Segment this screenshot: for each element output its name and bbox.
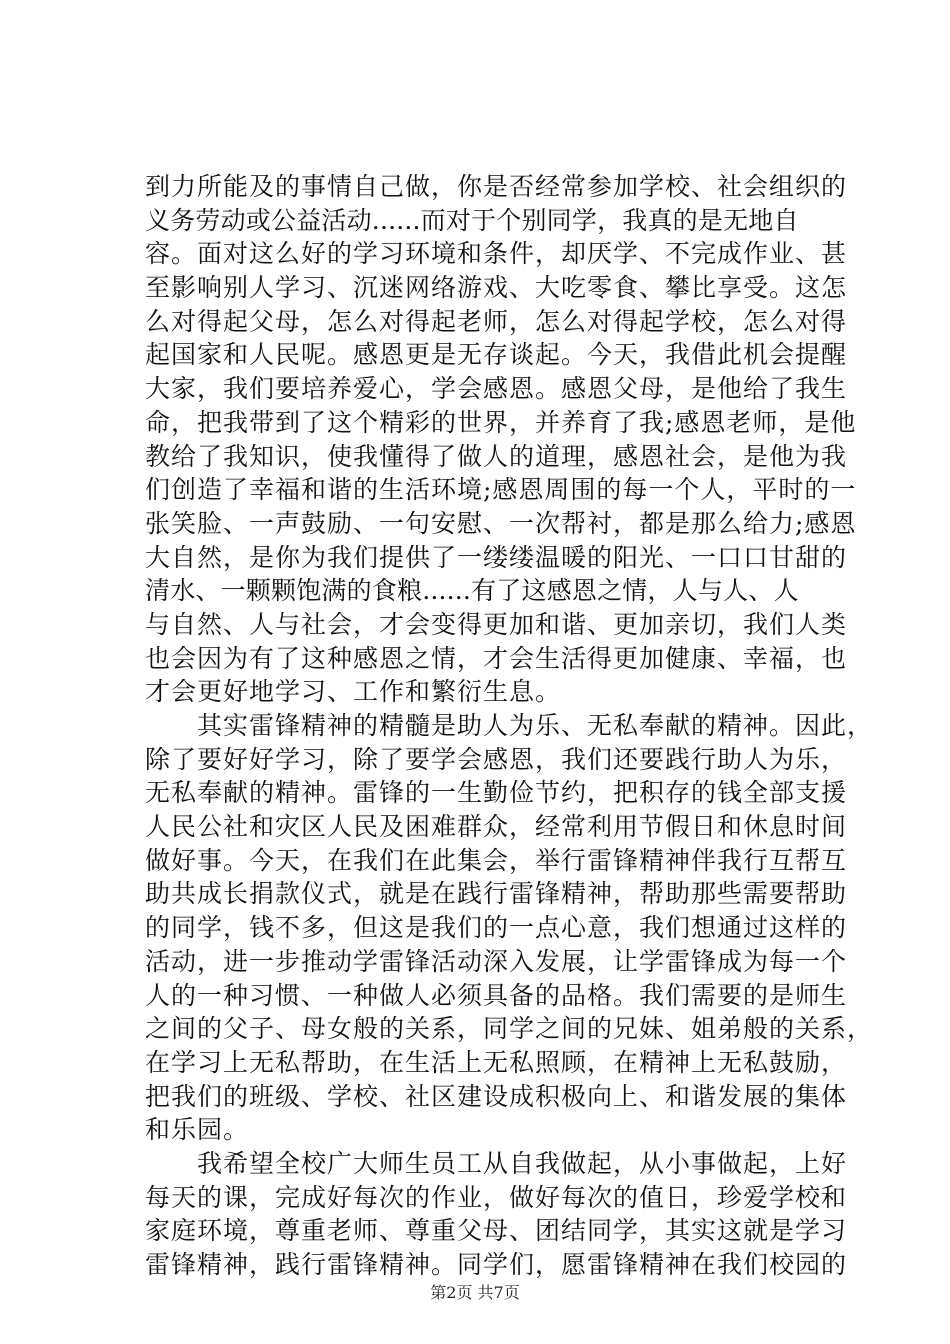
text-line: 除了要好好学习，除了要学会感恩，我们还要践行助人为乐， <box>145 744 848 774</box>
text-line: 与自然、人与社会，才会变得更加和谐、更加亲切，我们人类 <box>145 609 848 639</box>
text-line: 的同学，钱不多，但这是我们的一点心意，我们想通过这样的 <box>145 913 848 943</box>
text-line: 我希望全校广大师生员工从自我做起，从小事做起，上好 <box>145 1148 848 1178</box>
text-line: 到力所能及的事情自己做，你是否经常参加学校、社会组织的 <box>145 172 848 201</box>
text-line: 起国家和人民呢。感恩更是无存谈起。今天，我借此机会提醒 <box>145 340 848 370</box>
text-line: 活动，进一步推动学雷锋活动深入发展，让学雷锋成为每一个 <box>145 946 848 976</box>
text-line: 助共成长捐款仪式，就是在践行雷锋精神，帮助那些需要帮助 <box>145 879 848 909</box>
text-line: 才会更好地学习、工作和繁衍生息。 <box>145 677 562 707</box>
text-line: 大家，我们要培养爱心，学会感恩。感恩父母，是他给了我生 <box>145 374 848 404</box>
text-line: 和乐园。 <box>145 1115 250 1145</box>
text-line: 人民公社和灾区人民及困难群众，经常利用节假日和休息时间 <box>145 812 848 842</box>
text-line: 张笑脸、一声鼓励、一句安慰、一次帮衬，都是那么给力;感恩 <box>145 508 857 538</box>
text-line: 把我们的班级、学校、社区建设成积极向上、和谐发展的集体 <box>145 1081 848 1111</box>
text-line: 也会因为有了这种感恩之情，才会生活得更加健康、幸福，也 <box>145 643 848 673</box>
text-line: 大自然，是你为我们提供了一缕缕温暖的阳光、一口口甘甜的 <box>145 542 848 572</box>
text-line: 教给了我知识，使我懂得了做人的道理，感恩社会，是他为我 <box>145 441 848 471</box>
text-line: 人的一种习惯、一种做人必须具备的品格。我们需要的是师生 <box>145 980 848 1010</box>
text-line: 容。面对这么好的学习环境和条件，却厌学、不完成作业、甚 <box>145 239 848 269</box>
text-line: 每天的课，完成好每次的作业，做好每次的值日，珍爱学校和 <box>145 1182 848 1212</box>
text-line: 雷锋精神，践行雷锋精神。同学们，愿雷锋精神在我们校园的 <box>145 1250 848 1279</box>
text-line: 家庭环境，尊重老师、尊重父母、团结同学，其实这就是学习 <box>145 1216 848 1246</box>
text-line: 做好事。今天，在我们在此集会，举行雷锋精神伴我行互帮互 <box>145 845 848 875</box>
text-line: 清水、一颗颗饱满的食粮......有了这感恩之情，人与人、人 <box>145 576 799 606</box>
text-line: 么对得起父母，怎么对得起老师，怎么对得起学校，怎么对得 <box>145 306 848 336</box>
text-line: 们创造了幸福和谐的生活环境;感恩周围的每一个人，平时的一 <box>145 475 857 505</box>
text-line: 无私奉献的精神。雷锋的一生勤俭节约，把积存的钱全部支援 <box>145 778 848 808</box>
text-line: 至影响别人学习、沉迷网络游戏、大吃零食、攀比享受。这怎 <box>145 273 848 303</box>
text-line: 义务劳动或公益活动......而对于个别同学，我真的是无地自 <box>145 205 799 235</box>
page-footer: 第2页 共7页 <box>430 1283 520 1302</box>
text-line: 在学习上无私帮助，在生活上无私照顾，在精神上无私鼓励， <box>145 1047 848 1077</box>
text-line: 其实雷锋精神的精髓是助人为乐、无私奉献的精神。因此， <box>145 711 874 740</box>
text-line: 命，把我带到了这个精彩的世界，并养育了我;感恩老师，是他 <box>145 407 857 437</box>
document-body <box>145 170 874 1282</box>
text-line: 之间的父子、母女般的关系，同学之间的兄妹、姐弟般的关系， <box>145 1014 874 1044</box>
